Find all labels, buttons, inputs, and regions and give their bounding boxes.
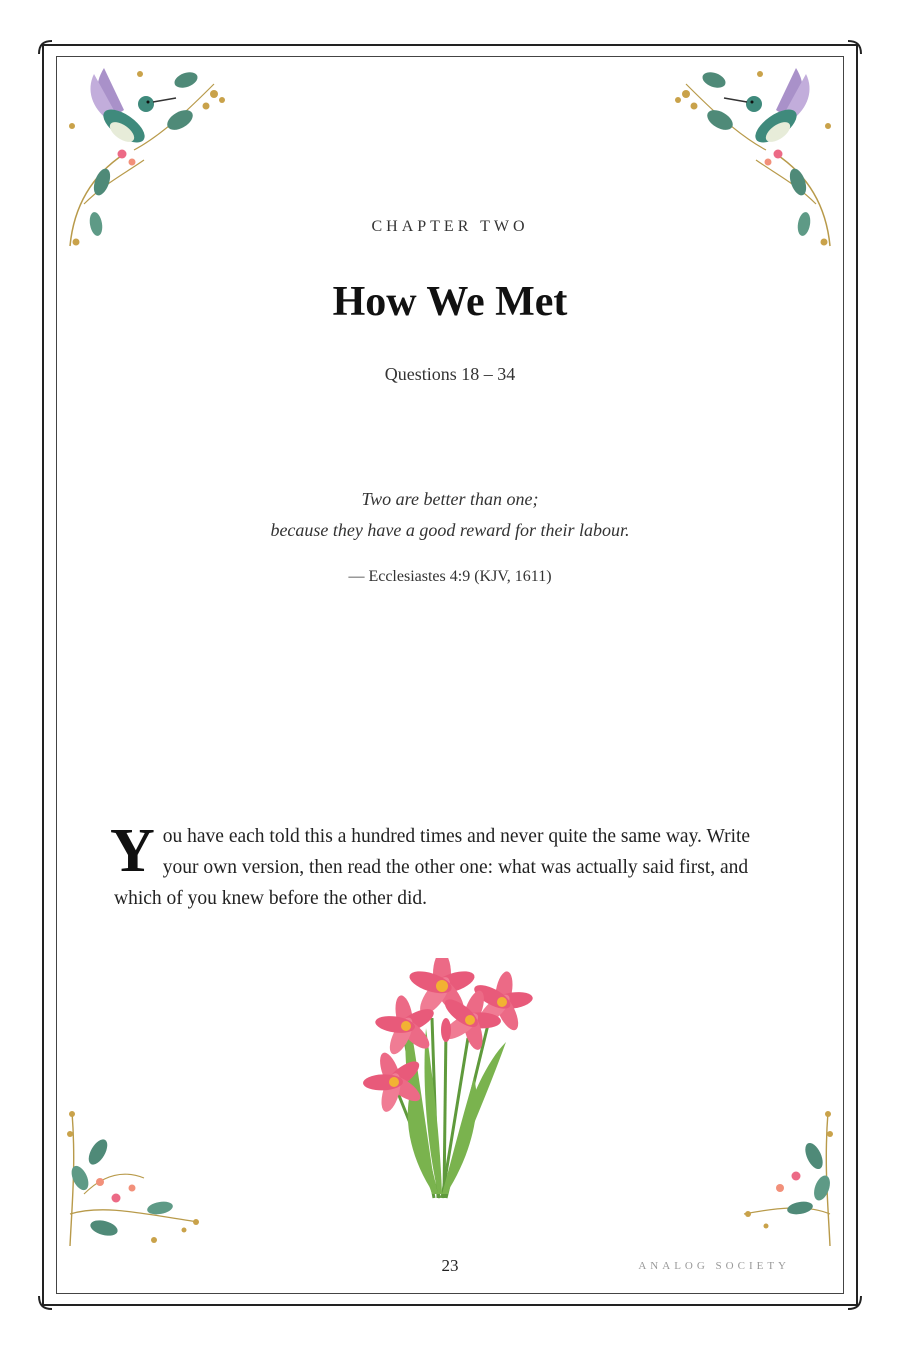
epigraph-source: — Ecclesiastes 4:9 (KJV, 1611) bbox=[348, 568, 552, 585]
chapter-title: How We Met bbox=[332, 279, 568, 325]
epigraph-quote bbox=[0, 484, 900, 546]
footer-brand: ANALOG SOCIETY bbox=[638, 1260, 790, 1272]
drop-cap: Y bbox=[110, 817, 155, 885]
corner-ornament-bottom-right bbox=[846, 1294, 864, 1312]
intro-paragraph bbox=[110, 817, 786, 914]
page-number: 23 bbox=[441, 1256, 459, 1275]
question-range: Questions 18 – 34 bbox=[384, 364, 516, 384]
epigraph-line: because they have a good reward for their labour. bbox=[270, 520, 630, 540]
floral-sprig-icon bbox=[64, 1104, 208, 1250]
intro-text: ou have each told this a hundred times and never quite the same way. Write your own version, then read the other one: what was actually said first, and which of you knew before the other did. bbox=[114, 826, 751, 909]
corner-ornament-top-right bbox=[846, 38, 864, 56]
alstroemeria-bouquet-icon bbox=[362, 958, 538, 1208]
chapter-label: CHAPTER TWO bbox=[371, 218, 529, 235]
corner-ornament-bottom-left bbox=[36, 1294, 54, 1312]
epigraph-line: Two are better than one; bbox=[361, 489, 539, 509]
corner-ornament-top-left bbox=[36, 38, 54, 56]
floral-sprig-icon bbox=[736, 1104, 836, 1250]
